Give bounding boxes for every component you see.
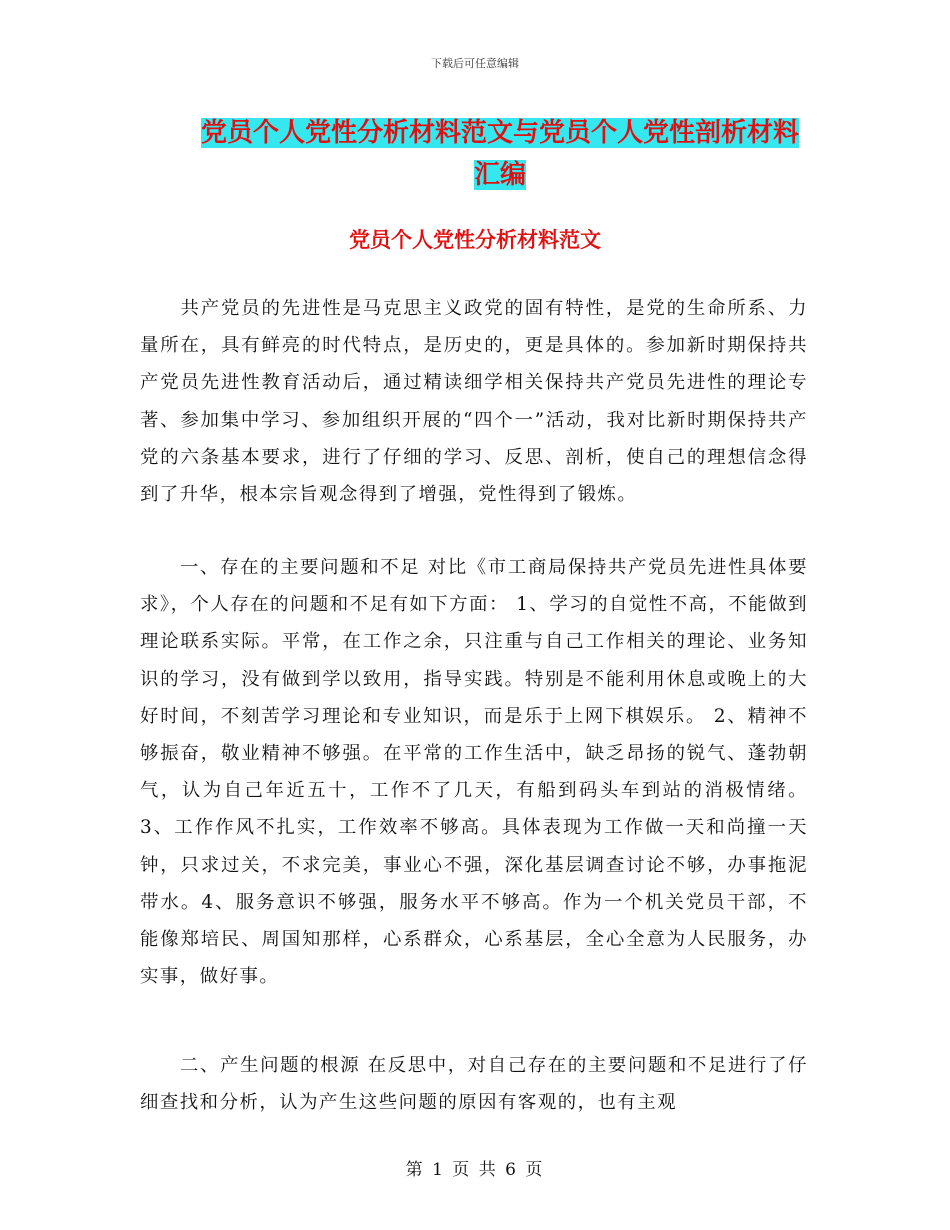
section-title: 党员个人党性分析材料范文 (349, 228, 601, 252)
paragraph-problems: 一、存在的主要问题和不足 对比《市工商局保持共产党员先进性具体要求》，个人存在的问题和不足有如下方面： 1、学习的自觉性不高，不能做到理论联系实际。平常，在工作之余，只注重与自己工作相关的理论、业务知识的学习，没有做到学以致用，指导实践。特别是不能利用休息或晚上的大好时间，不刻苦学习理论和专业知识，而是乐于上网下棋娱乐。 2、精神不够振奋，敬业精神不够强。在平常的工作生活中，缺乏昂扬的锐气、蓬勃朝气，认为自己年近五十，工作不了几天，有船到码头车到站的消极情绪。 3、工作作风不扎实，工作效率不够高。具体表现为工作做一天和尚撞一天钟，只求过关，不求完美，事业心不强，深化基层调查讨论不够，办事拖泥带水。4、服务意识不够强，服务水平不够高。作为一个机关党员干部，不能像郑培民、周国知那样，心系群众，心系基层，全心全意为人民服务，办实事，做好事。 (140, 557, 808, 988)
header-note: 下载后可任意编辑 (431, 57, 519, 70)
paragraph-intro: 共产党员的先进性是马克思主义政党的固有特性，是党的生命所系、力量所在，具有鲜亮的时代特点，是历史的，更是具体的。参加新时期保持共产党员先进性教育活动后，通过精读细学相关保持共产党员先进性的理论专著、参加集中学习、参加组织开展的“四个一”活动，我对比新时期保持共产党的六条基本要求，进行了仔细的学习、反思、剖析，使自己的理想信念得到了升华，根本宗旨观念得到了增强，党性得到了锻炼。 (140, 298, 808, 506)
document-title-line1: 党员个人党性分析材料范文与党员个人党性剖析材料 (200, 118, 799, 148)
document-title (190, 112, 810, 196)
page-number: 第 1 页 共 6 页 (405, 1160, 545, 1180)
document-title-line2: 汇编 (473, 160, 526, 190)
paragraph-root-causes: 二、产生问题的根源 在反思中，对自己存在的主要问题和不足进行了仔细查找和分析，认为产生这些问题的原因有客观的，也有主观 (140, 1055, 808, 1114)
